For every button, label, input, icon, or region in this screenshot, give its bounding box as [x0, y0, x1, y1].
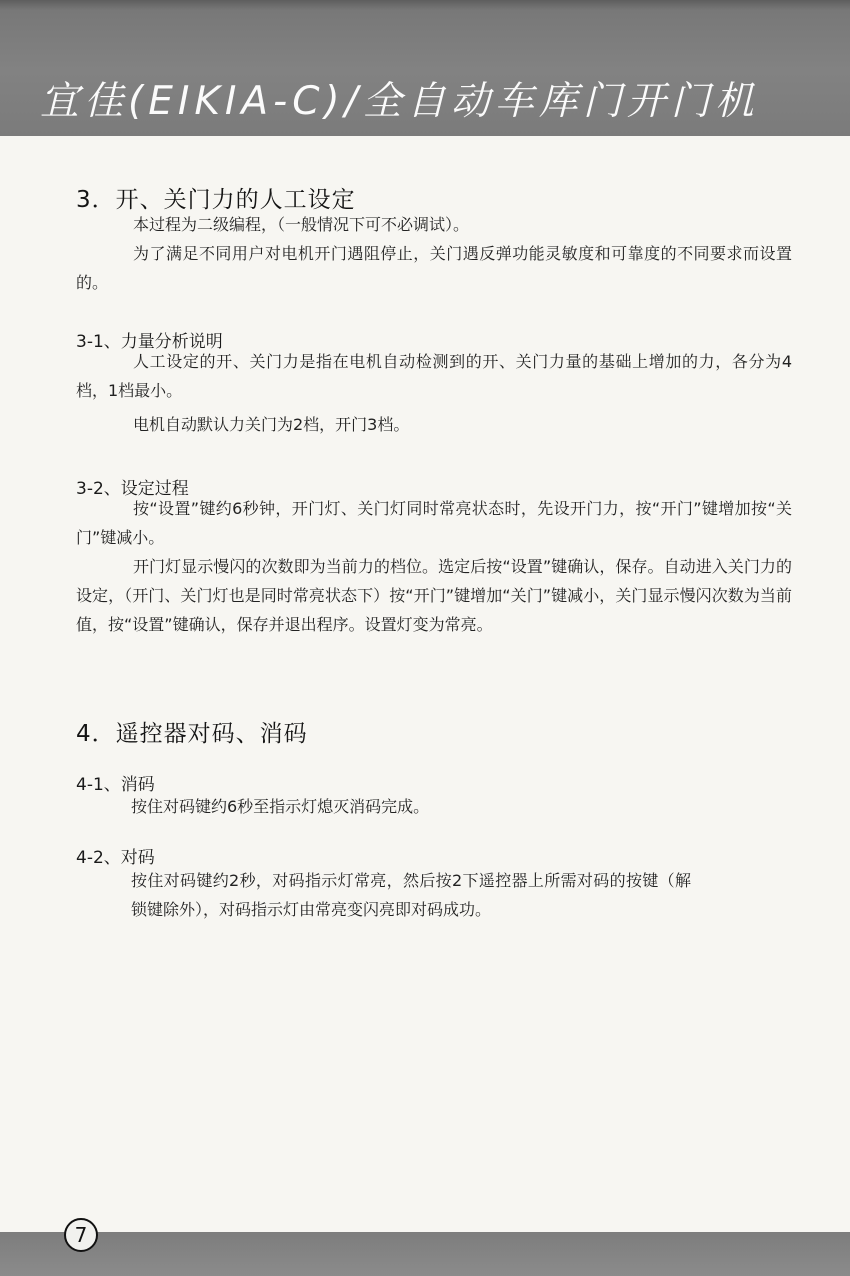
- header-band: [0, 0, 850, 136]
- section-3-title: 3．开、关门力的人工设定: [76, 187, 356, 213]
- section-4-1-paragraph-1: 按住对码键约6秒至指示灯熄灭消码完成。: [131, 797, 430, 816]
- section-3-1-title: 3-1、力量分析说明: [76, 332, 223, 352]
- section-4-2-title: 4-2、对码: [76, 848, 155, 868]
- section-4-2-paragraph-1: 按住对码键约2秒，对码指示灯常亮，然后按2下遥控器上所需对码的按键（解锁键除外），对码指示灯由常亮变闪亮即对码成功。: [131, 871, 691, 919]
- page-number: 7: [64, 1218, 98, 1252]
- section-4-title: 4．遥控器对码、消码: [76, 721, 308, 747]
- section-3-1-paragraph-2: 电机自动默认力关门为2档，开门3档。: [133, 415, 410, 434]
- section-3-2-paragraph-2: 开门灯显示慢闪的次数即为当前力的档位。选定后按“设置”键确认，保存。自动进入关门力的设定，（开门、关门灯也是同时常亮状态下）按“开门”键增加“关门”键减小，关门显示慢闪次数为当前值，按“设置”键确认，保存并退出程序。设置灯变为常亮。: [76, 557, 792, 634]
- section-3-1-paragraph-1: 人工设定的开、关门力是指在电机自动检测到的开、关门力量的基础上增加的力，各分为4档，1档最小。: [76, 352, 792, 400]
- section-4-1-title: 4-1、消码: [76, 775, 155, 795]
- section-3-paragraph-1: 本过程为二级编程，（一般情况下可不必调试）。: [133, 215, 470, 234]
- header-title: 宜佳(EIKIA-C)/全自动车库门开门机: [40, 79, 759, 124]
- footer-band: [0, 1232, 850, 1276]
- section-3-2-paragraph-1: 按“设置”键约6秒钟，开门灯、关门灯同时常亮状态时，先设开门力，按“开门”键增加按“关门”键减小。: [76, 499, 792, 547]
- section-3-2-title: 3-2、设定过程: [76, 479, 189, 499]
- section-3-paragraph-2: 为了满足不同用户对电机开门遇阻停止，关门遇反弹功能灵敏度和可靠度的不同要求而设置的。: [76, 244, 792, 292]
